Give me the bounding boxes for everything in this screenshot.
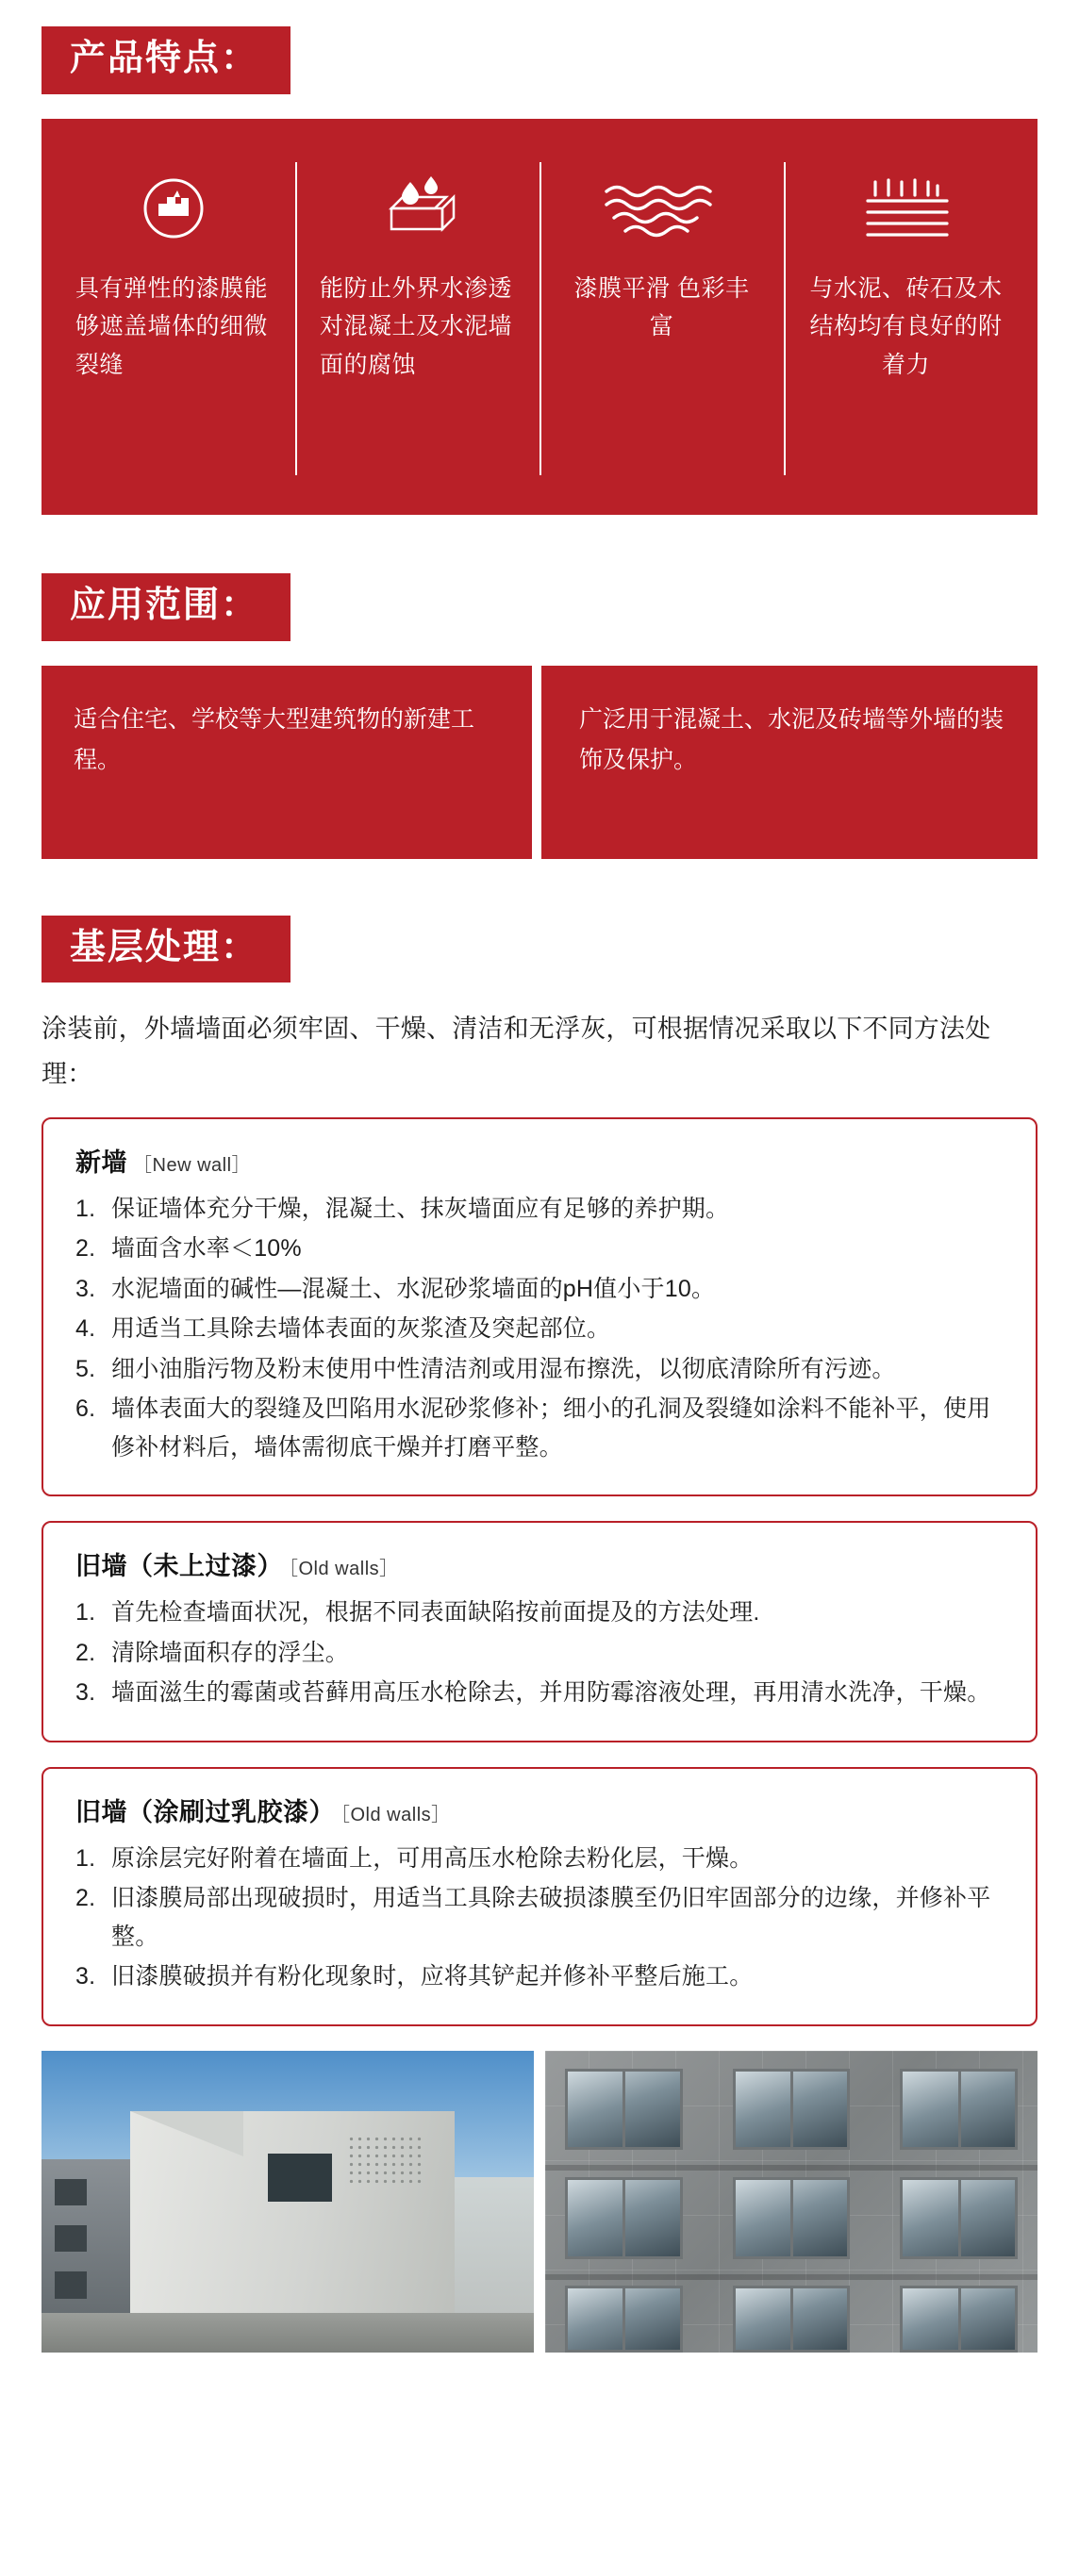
step-item: 用适当工具除去墙体表面的灰浆渣及突起部位。 <box>111 1315 611 1343</box>
card-title-en: ［Old walls］ <box>340 1804 451 1825</box>
adhesion-layers-icon <box>808 168 1004 249</box>
card-title-cn: 旧墙（涂刷过乳胶漆） <box>75 1797 335 1826</box>
window-row <box>565 2286 1018 2352</box>
apps-panel <box>42 666 1038 859</box>
facade-window <box>565 2177 683 2258</box>
window-row <box>565 2069 1018 2150</box>
window-row <box>565 2177 1018 2258</box>
card-title-en: ［Old walls］ <box>289 1559 399 1580</box>
grey-facade-photo <box>545 2051 1038 2353</box>
step-item: 首先检查墙面状况，根据不同表面缺陷按前面提及的方法处理. <box>111 1599 760 1627</box>
feature-text: 漆膜平滑 色彩丰富 <box>573 274 750 340</box>
step-item: 原涂层完好附着在墙面上，可用高压水枪除去粉化层，干燥。 <box>111 1844 754 1872</box>
card-title <box>75 1545 1007 1582</box>
features-heading: 产品特点： <box>42 26 290 94</box>
base-heading: 基层处理： <box>42 916 290 983</box>
facade-ledge <box>545 2165 1038 2171</box>
step-list <box>75 1840 1007 1996</box>
feature-item <box>295 158 540 466</box>
step-list <box>75 1190 1007 1467</box>
step-list <box>75 1593 1007 1712</box>
card-title <box>75 1792 1007 1828</box>
facade-window <box>733 2069 851 2150</box>
feature-text: 与水泥、砖石及木结构均有良好的附着力 <box>809 274 1003 378</box>
feature-text: 能防止外界水渗透对混凝土及水泥墙面的腐蚀 <box>320 274 513 378</box>
card-title-cn: 新墙 <box>75 1148 127 1177</box>
facade-window <box>733 2286 851 2352</box>
base-card-new-wall <box>42 1117 1038 1497</box>
facade-window <box>733 2177 851 2258</box>
feature-item <box>51 158 295 466</box>
ground-region <box>42 2313 534 2353</box>
app-box: 广泛用于混凝土、水泥及砖墙等外墙的装饰及保护。 <box>541 666 1038 859</box>
concrete-house-photo <box>42 2051 534 2353</box>
base-card-old-wall-painted <box>42 1767 1038 2026</box>
step-item: 墙面滋生的霉菌或苔藓用高压水枪除去，并用防霉溶液处理，再用清水洗净，干燥。 <box>111 1679 991 1707</box>
feature-text: 具有弹性的漆膜能够遮盖墙体的细微裂缝 <box>75 274 269 378</box>
card-title-en: ［New wall］ <box>133 1154 252 1176</box>
step-item: 清除墙面积存的浮尘。 <box>111 1639 350 1666</box>
facade-window <box>900 2177 1018 2258</box>
house-window <box>268 2154 332 2202</box>
features-panel <box>42 119 1038 515</box>
facade-ledge <box>545 2274 1038 2280</box>
facade-window <box>565 2069 683 2150</box>
card-title-cn: 旧墙（未上过漆） <box>75 1552 283 1581</box>
step-item: 旧漆膜破损并有粉化现象时，应将其铲起并修补平整后施工。 <box>111 1963 754 1990</box>
water-drop-wall-icon <box>320 168 515 249</box>
step-item: 水泥墙面的碱性—混凝土、水泥砂浆墙面的pH值小于10。 <box>111 1275 716 1302</box>
step-item: 墙面含水率＜10% <box>111 1235 302 1263</box>
feature-item <box>784 158 1028 466</box>
facade-window <box>565 2286 683 2352</box>
step-item: 墙体表面大的裂缝及凹陷用水泥砂浆修补；细小的孔洞及裂缝如涂料不能补平，使用修补材料后，墙体需彻底干燥并打磨平整。 <box>111 1395 991 1461</box>
features-heading-wrap <box>42 26 1038 94</box>
base-card-old-wall-unpainted <box>42 1521 1038 1742</box>
base-heading-wrap <box>42 916 1038 983</box>
step-item: 保证墙体充分干燥，混凝土、抹灰墙面应有足够的养护期。 <box>111 1195 730 1222</box>
perforation-pattern <box>347 2135 426 2183</box>
base-intro: 涂装前，外墙墙面必须牢固、干燥、清洁和无浮灰，可根据情况采取以下不同方法处理： <box>42 1015 991 1088</box>
wall-crack-icon <box>75 168 271 249</box>
facade-window <box>900 2069 1018 2150</box>
feature-item <box>540 158 784 466</box>
step-item: 细小油脂污物及粉末使用中性清洁剂或用湿布擦洗，以彻底清除所有污迹。 <box>111 1355 896 1382</box>
photo-row <box>42 2051 1038 2381</box>
app-box: 适合住宅、学校等大型建筑物的新建工程。 <box>42 666 532 859</box>
card-title <box>75 1142 1007 1179</box>
apps-heading: 应用范围： <box>42 573 290 641</box>
step-item: 旧漆膜局部出现破损时，用适当工具除去破损漆膜至仍旧牢固部分的边缘，并修补平整。 <box>111 1885 991 1950</box>
facade-window <box>900 2286 1018 2352</box>
smooth-waves-icon <box>564 168 759 249</box>
apps-heading-wrap <box>42 573 1038 641</box>
